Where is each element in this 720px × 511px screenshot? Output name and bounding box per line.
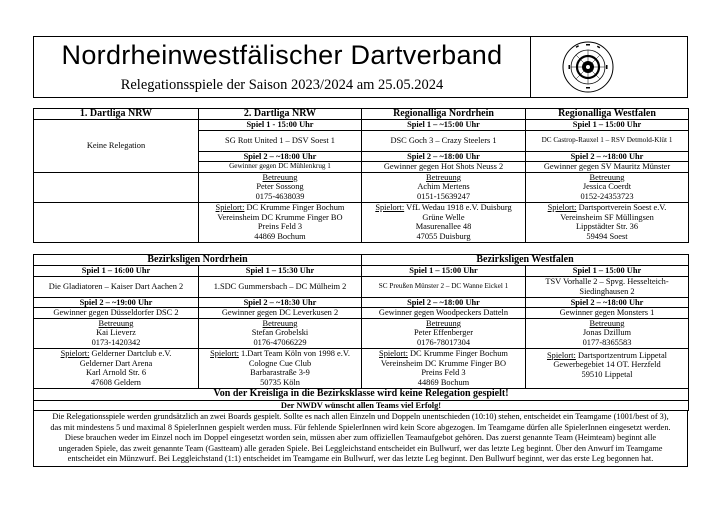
spiel1-label: Spiel 1 - 15:00 Uhr — [199, 120, 362, 131]
page-subtitle: Relegationsspiele der Saison 2023/2024 am 25.05.2024 — [120, 77, 444, 93]
betreuung-cell: Betreuung Achim Mertens 0151-15639247 — [362, 172, 526, 202]
logo-divider — [530, 37, 531, 97]
betreuung-cell: Betreuung Kai Lieverz 0173-1420342 — [34, 318, 199, 348]
match1-cell: DC Castrop-Rauxel 1 – RSV Detmold-Klüt 1 — [526, 130, 689, 151]
spiel2-label: Spiel 2 – ~18:00 Uhr — [199, 151, 362, 162]
spiel2-label: Spiel 2 – ~19:00 Uhr — [34, 297, 199, 308]
spiel2-label: Spiel 2 – ~18:30 Uhr — [199, 297, 362, 308]
spiel2-label: Spiel 2 – ~18:00 Uhr — [362, 151, 526, 162]
spielort-cell: Spielort: 1.Dart Team Köln von 1998 e.V. Cologne Cue Club Barbarastraße 3-9 50735 Köln — [199, 348, 362, 388]
rules-line: ungeraden Spiele, das zweit genannte Team (Gastteam) alle geraden Spiele. Bei Leggleichstand entscheidet ein Bullwurf, wer das letzte Leg beginnt. Über den Anwurf im Teamgame — [58, 443, 663, 453]
spiel2-label: Spiel 2 – ~18:00 Uhr — [526, 151, 689, 162]
heading-dartliga-1: 1. Dartliga NRW — [34, 109, 199, 120]
nwdv-logo-icon — [562, 41, 614, 93]
match1-cell: Die Gladiatoren – Kaiser Dart Aachen 2 — [34, 276, 199, 297]
rules-line: Die Relegationsspiele werden grundsätzlich an zwei Boards gespielt. Sollte es nach allen Einzeln und Doppeln unentschieden (10:10) stehen, entscheidet ein Teamgame (1001/best of 3), — [52, 412, 669, 421]
keine-relegation-text: Keine Relegation — [86, 141, 146, 151]
betreuung-cell: Betreuung Jonas Dzillum 0177-8365583 — [526, 318, 689, 348]
spielort-cell: Spielort: DC Krumme Finger Bochum Vereinsheim DC Krumme Finger BO Preins Feld 3 44869 Bochum — [199, 202, 362, 242]
spiel2-label: Spiel 2 – ~18:00 Uhr — [526, 297, 689, 308]
match2-cell: Gewinner gegen Düsseldorfer DSC 2 — [34, 308, 199, 319]
spiel1-label: Spiel 1 – 15:30 Uhr — [199, 266, 362, 277]
match1-cell: DSC Goch 3 – Crazy Steelers 1 — [362, 130, 526, 151]
bezirksligen-table — [33, 254, 689, 411]
match2-cell: Gewinner gegen Woodpeckers Datteln — [362, 308, 526, 319]
betreuung-cell: Betreuung Peter Sossong 0175-4638039 — [199, 172, 362, 202]
match2-cell: Gewinner gegen DC Mühlenkrug 1 — [199, 162, 362, 173]
match2-cell: Gewinner gegen SV Mauritz Münster — [526, 162, 689, 173]
heading-regionalliga-nordrhein: Regionalliga Nordrhein — [362, 109, 526, 120]
empty-cell — [34, 202, 199, 242]
rules-line: das mit mindestens 5 und maximal 8 SpielerInnen gespielt werden muss. Für fehlende SpielerInnen wird kein Score abgezogen. Im Teamgame dürfen alle SpielerInnen eingesetzt werden. — [50, 422, 671, 432]
empty-cell — [34, 172, 199, 202]
spielort-cell: Spielort: DC Krumme Finger Bochum Vereinsheim DC Krumme Finger BO Preins Feld 3 44869 Bochum — [362, 348, 526, 388]
kreisliga-notice: Von der Kreisliga in die Bezirksklasse wird keine Relegation gespielt! — [34, 388, 689, 400]
heading-regionalliga-westfalen: Regionalliga Westfalen — [526, 109, 689, 120]
betreuung-cell: Betreuung Peter Effenberger 0176-78017304 — [362, 318, 526, 348]
spielort-cell: Spielort: Dartsportzentrum Lippetal Gewerbegebiet 14 OT. Herzfeld 59510 Lippetal — [526, 348, 689, 388]
page-title: Nordrheinwestfälischer Dartverband — [61, 40, 503, 70]
match1-cell: SC Preußen Münster 2 – DC Wanne Eickel 1 — [362, 276, 526, 297]
match2-cell: Gewinner gegen Hot Shots Neuss 2 — [362, 162, 526, 173]
match1-cell: TSV Vorhalle 2 – Spvg. Hesselteich- Siedinghausen 2 — [526, 276, 689, 297]
rules-line: Diese brauchen weder im Einzel noch im Doppel eingesetzt worden sein, müssen aber zum offiziellen Teamaufgebot gehören. Das zuerst genannte Team (Heimteam) beginnt alle — [64, 433, 657, 443]
match1-cell: 1.SDC Gummersbach – DC Mülheim 2 — [199, 276, 362, 297]
spiel1-label: Spiel 1 – 15:00 Uhr — [362, 266, 526, 277]
spiel1-label: Spiel 1 – 15:00 Uhr — [526, 266, 689, 277]
spiel1-label: Spiel 1 – ~15:00 Uhr — [362, 120, 526, 131]
spiel1-label: Spiel 1 – 15:00 Uhr — [526, 120, 689, 131]
spielort-cell: Spielort: Dartsportverein Soest e.V. Vereinsheim SF Müllingsen Lippstädter Str. 36 59494 Soest — [526, 202, 689, 242]
spiel1-label: Spiel 1 – 16:00 Uhr — [34, 266, 199, 277]
match1-cell: SG Rott United 1 – DSV Soest 1 — [199, 130, 362, 151]
top-relegation-table — [33, 108, 689, 243]
match2-cell: Gewinner gegen Monsters 1 — [526, 308, 689, 319]
spielort-cell: Spielort: Gelderner Dartclub e.V. Gelderner Dart Arena Karl Arnold Str. 6 47608 Geldern — [34, 348, 199, 388]
betreuung-cell: Betreuung Jessica Coerdt 0152-24353723 — [526, 172, 689, 202]
rules-line: entscheidet ein Münzwurf. Bei Leggleichstand (1:1) entscheidet im Teamgame ein Bullwurf, wer das letzte Leg beginnt. Den Bullwurf beginnt, wer das erste Leg begonnen hat. — [67, 454, 654, 464]
match2-cell: Gewinner gegen DC Leverkusen 2 — [199, 308, 362, 319]
good-luck-message: Der NWDV wünscht allen Teams viel Erfolg! — [34, 400, 689, 411]
spiel2-label: Spiel 2 – ~18:00 Uhr — [362, 297, 526, 308]
heading-dartliga-2: 2. Dartliga NRW — [199, 109, 362, 120]
heading-bezirksligen-nordrhein: Bezirksligen Nordrhein — [34, 255, 362, 266]
betreuung-cell: Betreuung Stefan Grobelski 0176-47066229 — [199, 318, 362, 348]
spielort-cell: Spielort: VfL Wedau 1918 e.V. Duisburg Grüne Welle Masurenallee 48 47055 Duisburg — [362, 202, 526, 242]
heading-bezirksligen-westfalen: Bezirksligen Westfalen — [362, 255, 689, 266]
rules-notes — [33, 411, 688, 467]
keine-relegation-cell — [34, 120, 199, 173]
